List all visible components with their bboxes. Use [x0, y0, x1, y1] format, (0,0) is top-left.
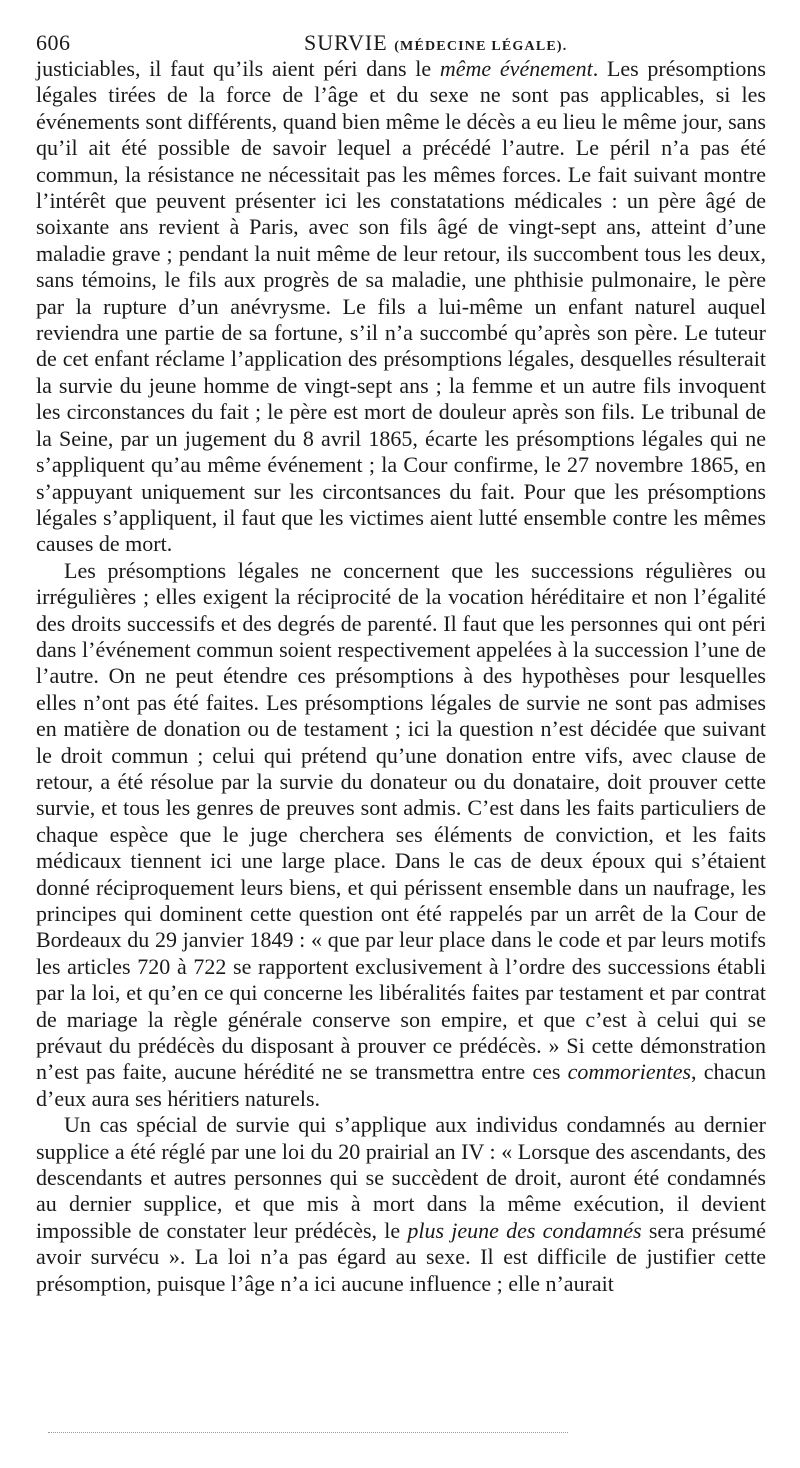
paragraph-1-italic: même événement	[439, 56, 593, 81]
page-header	[36, 30, 766, 56]
body-text	[36, 56, 766, 1297]
running-head	[304, 30, 567, 56]
paragraph-3-italic: plus jeune des condamnés	[407, 1217, 642, 1243]
paragraph-2-italic: commorientes	[567, 1059, 692, 1085]
paragraph-1-text-a: justiciables, il faut qu’ils aient péri dans le	[36, 56, 440, 81]
paragraph-3	[36, 1112, 766, 1297]
paragraph-3-text-b: sera présumé avoir survécu ». La loi n’a pas égard au sexe. Il est difficile de justifier cette présomption, puisque l’âge n’a ici aucune influence ; elle n’aurait	[36, 1217, 767, 1296]
running-head-subtitle: (MÉDECINE LÉGALE).	[394, 39, 568, 54]
running-head-title: SURVIE	[304, 30, 388, 55]
footer-rule	[48, 1432, 568, 1433]
paragraph-2-text-a: Les présomptions légales ne concernent que les successions régulières ou irrégulières ; elles exigent la réciprocité de la vocation héréditaire et non l’égalité des droits successifs et des degrés de parenté. Il faut que les personnes qui ont péri dans l’événement commun soient respectivement appelées à la succession l’une de l’autre. On ne peut étendre ces présomptions à des hypothèses pour lesquelles elles n’ont pas été faites. Les présomptions légales de survie ne sont pas admises en matière de donation ou de testament ; ici la question n’est décidée que suivant le droit commun ; celui qui prétend qu’une donation entre vifs, avec clause de retour, a été résolue par la survie du donateur ou du donataire, doit prouver cette survie, et tous les genres de preuves sont admis. C’est dans les faits particuliers de chaque espèce que le juge cherchera ses éléments de conviction, et les faits médicaux tiennent ici une large place. Dans le cas de deux époux qui s’étaient donné réciproquement leurs biens, et qui périssent ensemble dans un naufrage, les principes qui dominent cette question ont été rappelés par un arrêt de la Cour de Bordeaux du 29 janvier 1849 : « que par leur place dans le code et par leurs motifs les articles 720 à 722 se rapportent exclusivement à l’ordre des successions établi par la loi, et qu’en ce qui concerne les libéralités faites par testament et par contrat de mariage la règle générale conserve son empire, et que c’est à celui qui se prévaut du prédécès du disposant à prouver ce prédécès. » Si cette démonstration n’est pas faite, aucune hérédité ne se transmettra entre ces	[36, 557, 766, 1085]
paragraph-1-text-b: . Les présomptions légales tirées de la force de l’âge et du sexe ne sont pas applicables, si les événements sont différents, quand bien même le décès a eu lieu le même jour, sans qu’il ait été possible de savoir lequel a précédé l’autre. Le péril n’a pas été commun, la résistance ne nécessitait pas les mêmes forces. Le fait suivant montre l’intérêt que peuvent présenter ici les constatations médicales : un père âgé de soixante ans revient à Paris, avec son fils âgé de vingt-sept ans, atteint d’une maladie grave ; pendant la nuit même de leur retour, ils succombent tous les deux, sans témoins, le fils aux progrès de sa maladie, une phthisie pulmonaire, le père par la rupture d’un anévrysme. Le fils a lui-même un enfant naturel auquel reviendra une partie de sa fortune, s’il n’a succombé qu’après son père. Le tuteur de cet enfant réclame l’application des présomptions légales, desquelles résulterait la survie du jeune homme de vingt-sept ans ; la femme et un autre fils invoquent les circonstances du fait ; le père est mort de douleur après son fils. Le tribunal de la Seine, par un jugement du 8 avril 1865, écarte les présomptions légales qui ne s’appliquent qu’au même événement ; la Cour confirme, le 27 novembre 1865, en s’appuyant uniquement sur les circontsances du fait. Pour que les présomptions légales s’appliquent, il faut que les victimes aient lutté ensemble contre les mêmes causes de mort.	[36, 56, 766, 557]
paragraph-2	[36, 558, 766, 1113]
paragraph-2-text-b: , chacun d’eux aura ses héritiers naturels.	[36, 1059, 766, 1111]
page-number: 606	[36, 30, 71, 55]
paragraph-1	[36, 56, 766, 558]
paragraph-3-text-a: Un cas spécial de survie qui s’applique aux individus condamnés au dernier supplice a été réglé par une loi du 20 prairial an IV : « Lorsque des ascendants, des descendants et autres personnes qui se succèdent de droit, auront été condamnés au dernier supplice, et que mis à mort dans la même exécution, il devient impossible de constater leur prédécès, le	[36, 1112, 766, 1243]
